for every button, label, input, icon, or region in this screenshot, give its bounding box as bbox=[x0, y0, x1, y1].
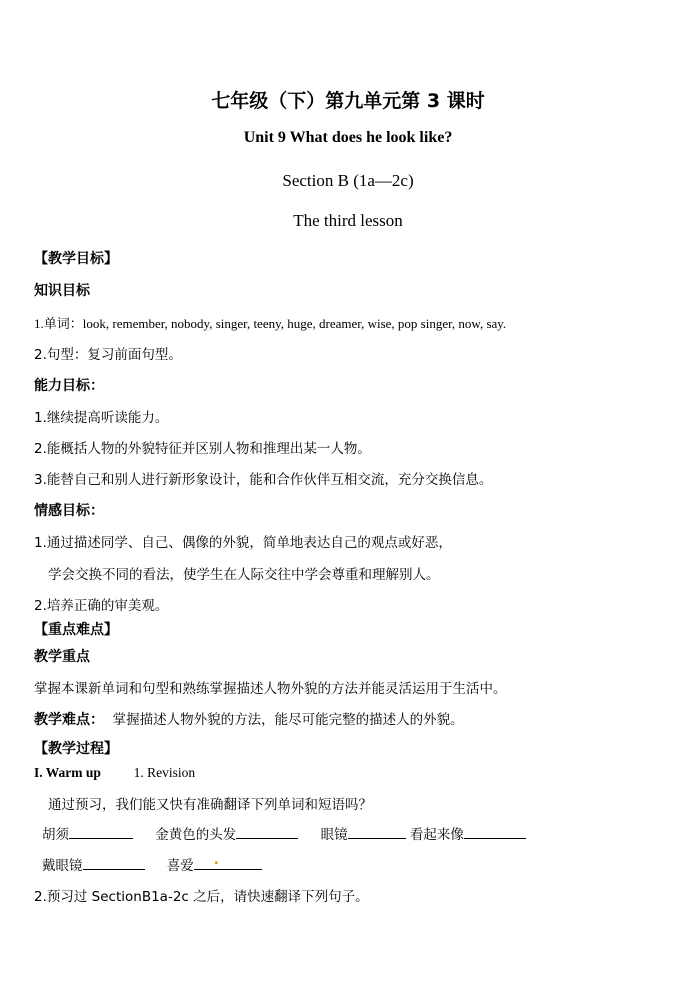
warmup-line bbox=[34, 765, 195, 781]
objectives-heading: 【教学目标】 bbox=[34, 251, 118, 267]
answer-blank[interactable] bbox=[464, 825, 526, 839]
vocab-row-1 bbox=[42, 823, 544, 843]
knowledge-heading: 知识目标 bbox=[34, 283, 90, 299]
focus-heading: 教学重点 bbox=[34, 649, 90, 665]
answer-blank[interactable] bbox=[348, 825, 406, 839]
emotion-heading: 情感目标： bbox=[34, 503, 104, 519]
emotion-item-1-cont: 学会交换不同的看法，使学生在人际交往中学会尊重和理解别人。 bbox=[48, 567, 440, 583]
process-item-2: 2.预习过 SectionB1a-2c 之后，请快速翻译下列句子。 bbox=[34, 889, 369, 905]
ability-item-1: 1.继续提高听读能力。 bbox=[34, 410, 169, 426]
vocab-item: 眼镜 bbox=[320, 827, 348, 843]
ability-item-2: 2.能概括人物的外貌特征并区别人物和推理出某一人物。 bbox=[34, 441, 371, 457]
keypoints-heading: 【重点难点】 bbox=[34, 622, 118, 638]
vocab-item: 喜爱 bbox=[166, 858, 194, 874]
emotion-item-2: 2.培养正确的审美观。 bbox=[34, 598, 169, 614]
page-title: 七年级（下）第九单元第 3 课时 bbox=[211, 90, 485, 112]
warmup-intro: 通过预习，我们能又快有准确翻译下列单词和短语吗？ bbox=[48, 797, 372, 813]
difficulty-line bbox=[34, 708, 464, 729]
knowledge-item-1: 1.单词：look, remember, nobody, singer, teeny, huge, dreamer, wise, pop singer, now, say. bbox=[34, 316, 507, 331]
vocab-item: 金黄色的头发 bbox=[155, 827, 237, 843]
vocab-item: 戴眼镜 bbox=[42, 858, 83, 874]
difficulty-label: 教学难点： bbox=[34, 712, 104, 728]
ability-item-3: 3.能替自己和别人进行新形象设计，能和合作伙伴互相交流，充分交换信息。 bbox=[34, 472, 493, 488]
unit-title: Unit 9 What does he look like? bbox=[243, 129, 453, 146]
focus-text: 掌握本课新单词和句型和熟练掌握描述人物外貌的方法并能灵活运用于生活中。 bbox=[34, 681, 507, 697]
vocab-item: 胡须 bbox=[42, 827, 69, 843]
revision-label: 1. Revision bbox=[133, 765, 196, 780]
answer-blank[interactable]: . bbox=[194, 856, 262, 870]
answer-blank[interactable] bbox=[83, 856, 145, 870]
emotion-item-1: 1.通过描述同学、自己、偶像的外貌，简单地表达自己的观点或好恶， bbox=[34, 535, 452, 551]
section-title: Section B (1a—2c) bbox=[282, 171, 414, 190]
ability-heading: 能力目标： bbox=[34, 378, 104, 394]
knowledge-item-2: 2.句型：复习前面句型。 bbox=[34, 347, 182, 363]
vocab-item: 看起来像 bbox=[409, 827, 464, 843]
difficulty-text: 掌握描述人物外貌的方法，能尽可能完整的描述人的外貌。 bbox=[112, 712, 464, 728]
vocab-row-2 bbox=[42, 854, 280, 874]
warmup-label: I. Warm up bbox=[34, 765, 101, 780]
process-heading: 【教学过程】 bbox=[34, 741, 118, 757]
lesson-title: The third lesson bbox=[293, 211, 403, 230]
answer-blank[interactable] bbox=[236, 825, 298, 839]
answer-blank[interactable] bbox=[69, 825, 133, 839]
